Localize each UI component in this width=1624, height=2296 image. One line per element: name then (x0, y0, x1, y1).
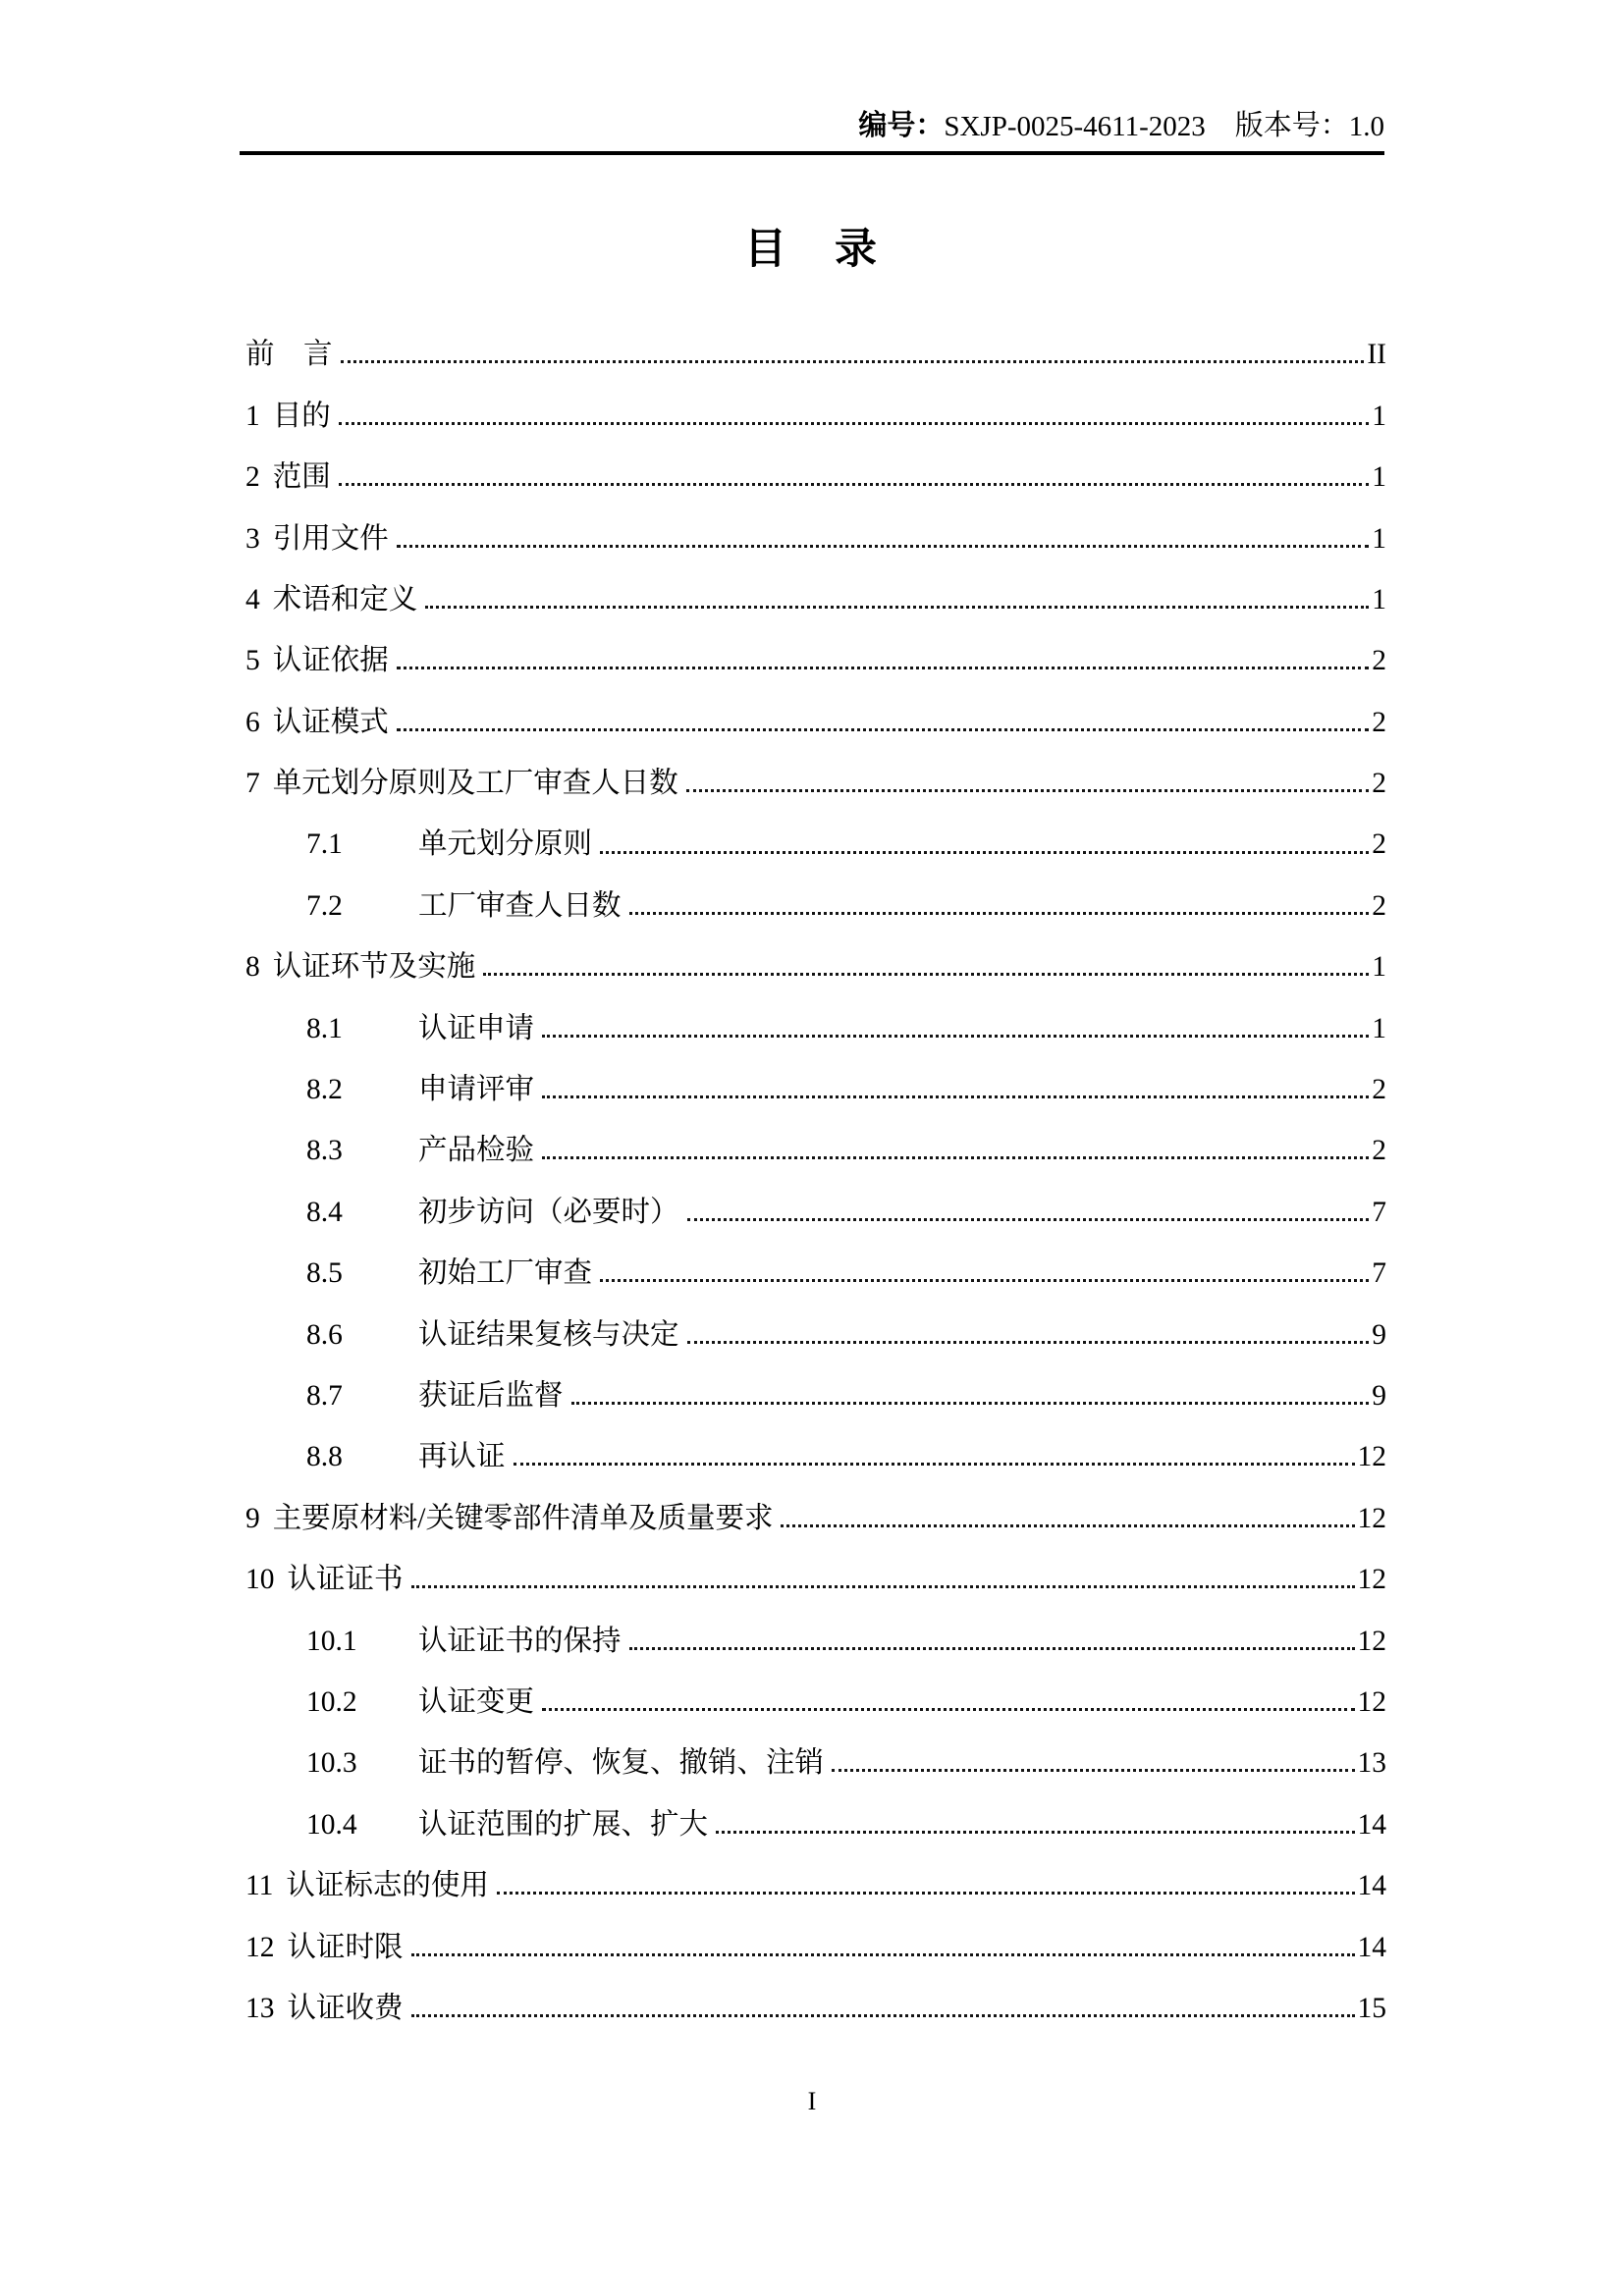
toc-entry-page: 12 (1357, 1564, 1386, 1596)
toc-entry-title: 认证证书 (287, 1564, 404, 1596)
toc-entry-number: 8.6 (306, 1318, 343, 1351)
toc-entry-title: 初始工厂审查 (418, 1257, 593, 1290)
toc-entry[interactable] (245, 1596, 1386, 1657)
toc-entry-number: 10 (245, 1564, 275, 1596)
toc-dot-leader (339, 483, 1369, 486)
toc-dot-leader (542, 1708, 1354, 1711)
toc-entry-title: 初步访问（必要时） (418, 1196, 679, 1228)
toc-entry-number: 10.1 (306, 1625, 357, 1657)
toc-entry-title: 认证变更 (418, 1685, 535, 1718)
toc-entry-title: 证书的暂停、恢复、撤销、注销 (418, 1747, 825, 1780)
toc-entry-number: 8.7 (306, 1380, 343, 1412)
page-title: 目 录 (744, 227, 880, 273)
toc-entry-number: 6 (245, 706, 260, 738)
toc-dot-leader (411, 1953, 1355, 1956)
toc-entry[interactable] (245, 677, 1386, 738)
toc-entry[interactable] (245, 1658, 1386, 1719)
toc-dot-leader (542, 1156, 1369, 1159)
toc-dot-leader (571, 1402, 1370, 1405)
toc-entry[interactable] (245, 371, 1386, 432)
toc-entry-title: 认证环节及实施 (272, 951, 476, 984)
toc-entry-page: 1 (1372, 461, 1386, 494)
toc-entry-page: 1 (1372, 522, 1386, 555)
toc-entry-title: 目的 (272, 400, 331, 432)
toc-entry[interactable] (245, 1535, 1386, 1596)
toc-entry-title: 认证结果复核与决定 (418, 1318, 679, 1351)
toc-entry-title: 获证后监督 (418, 1380, 564, 1412)
toc-entry-page: 1 (1372, 400, 1386, 432)
toc-entry-number: 10.4 (306, 1808, 357, 1841)
toc-entry-page: 2 (1372, 1074, 1386, 1106)
toc-entry-page: 9 (1372, 1380, 1386, 1412)
toc-entry-number: 12 (245, 1931, 275, 1963)
toc-dot-leader (542, 1095, 1369, 1098)
toc-entry-page: 2 (1372, 768, 1386, 800)
toc-dot-leader (514, 1463, 1355, 1466)
toc-entry-number: 11 (245, 1870, 274, 1902)
toc-entry-number: 10.3 (306, 1747, 357, 1780)
toc-entry-title: 认证范围的扩展、扩大 (418, 1808, 709, 1841)
toc-entry-number: 5 (245, 645, 260, 677)
toc-entry-title: 主要原材料/关键零部件清单及质量要求 (272, 1502, 774, 1534)
toc-entry[interactable] (245, 1964, 1386, 2025)
toc-dot-leader (629, 912, 1370, 915)
toc-entry-number: 1 (245, 400, 260, 432)
toc-entry-number: 3 (245, 522, 260, 555)
toc-entry-number: 4 (245, 583, 260, 615)
toc-entry-title: 认证依据 (272, 645, 389, 677)
toc-entry[interactable] (245, 739, 1386, 800)
toc-entry-title: 认证时限 (287, 1931, 404, 1963)
toc-entry-number: 8.1 (306, 1012, 343, 1044)
toc-entry-page: 13 (1357, 1747, 1386, 1780)
toc-entry-page: 2 (1372, 889, 1386, 922)
toc-entry[interactable] (245, 1167, 1386, 1228)
toc-dot-leader (497, 1892, 1355, 1895)
toc-dot-leader (397, 545, 1369, 548)
toc-entry-title: 术语和定义 (272, 583, 418, 615)
toc-entry-page: 15 (1357, 1992, 1386, 2024)
toc-entry[interactable] (245, 494, 1386, 555)
toc-entry[interactable] (245, 616, 1386, 677)
toc-entry-page: 12 (1357, 1502, 1386, 1534)
toc-entry[interactable] (245, 923, 1386, 984)
toc-entry-page: II (1367, 339, 1386, 371)
toc-entry-number: 13 (245, 1992, 275, 2024)
toc-entry[interactable] (245, 1842, 1386, 1902)
page-header (240, 0, 1384, 155)
toc-entry-number: 7 (245, 768, 260, 800)
toc-entry-page: 14 (1357, 1808, 1386, 1841)
version-label: 版本号： (1234, 110, 1349, 141)
toc-dot-leader (687, 1218, 1370, 1221)
toc-dot-leader (411, 2014, 1355, 2017)
toc-entry-page: 1 (1372, 583, 1386, 615)
toc-dot-leader (600, 851, 1369, 854)
toc-entry-number: 9 (245, 1502, 260, 1534)
toc-entry-title: 认证证书的保持 (418, 1625, 622, 1657)
doc-number-value: SXJP-0025-4611-2023 (944, 111, 1206, 142)
toc-dot-leader (687, 1341, 1370, 1344)
toc-dot-leader (425, 606, 1369, 609)
toc-dot-leader (781, 1524, 1354, 1527)
toc-entry-number: 8 (245, 951, 260, 984)
toc-entry-title: 认证收费 (287, 1992, 404, 2024)
toc-entry-title: 工厂审查人日数 (418, 889, 622, 922)
toc-dot-leader (716, 1831, 1354, 1834)
toc-entry-title: 再认证 (418, 1441, 506, 1473)
toc-entry-page: 14 (1357, 1870, 1386, 1902)
toc-entry[interactable] (245, 1290, 1386, 1351)
toc-entry-page: 2 (1372, 645, 1386, 677)
toc-entry-title: 认证标志的使用 (286, 1870, 489, 1902)
toc-entry-page: 12 (1357, 1625, 1386, 1657)
version-value: 1.0 (1348, 111, 1384, 142)
toc-entry[interactable] (245, 1229, 1386, 1290)
toc-entry[interactable] (245, 984, 1386, 1044)
toc-entry[interactable] (245, 1902, 1386, 1963)
toc-entry-page: 7 (1372, 1257, 1386, 1290)
toc-entry-title: 产品检验 (418, 1135, 535, 1167)
toc-entry[interactable] (245, 433, 1386, 494)
toc-entry-page: 2 (1372, 828, 1386, 861)
footer-page-number: I (807, 2087, 817, 2115)
toc-entry-number: 8.8 (306, 1441, 343, 1473)
toc-entry[interactable] (245, 1352, 1386, 1413)
toc-dot-leader (339, 422, 1369, 425)
toc-dot-leader (600, 1279, 1369, 1282)
toc-dot-leader (542, 1035, 1369, 1038)
toc-entry-number: 8.4 (306, 1196, 343, 1228)
toc-entry-number: 2 (245, 461, 260, 494)
toc-entry[interactable] (245, 1106, 1386, 1167)
toc-dot-leader (832, 1769, 1354, 1772)
toc-entry-page: 9 (1372, 1318, 1386, 1351)
toc-entry-title: 范围 (272, 461, 331, 494)
toc-entry[interactable] (245, 800, 1386, 861)
toc-dot-leader (397, 667, 1369, 669)
toc-entry-page: 2 (1372, 1135, 1386, 1167)
toc-entry-title: 前 言 (245, 339, 333, 371)
toc-entry-number: 7.2 (306, 889, 343, 922)
toc-entry-number: 8.3 (306, 1135, 343, 1167)
toc-entry-title: 单元划分原则及工厂审查人日数 (272, 768, 678, 800)
doc-number-label: 编号： (858, 110, 945, 141)
toc-entry-page: 12 (1357, 1441, 1386, 1473)
toc-entry[interactable] (245, 862, 1386, 923)
toc-entry-page: 1 (1372, 951, 1386, 984)
toc-entry[interactable] (245, 310, 1386, 371)
toc-dot-leader (411, 1585, 1355, 1588)
toc-entry-page: 2 (1372, 706, 1386, 738)
toc-entry-title: 认证模式 (272, 706, 389, 738)
toc-entry-number: 8.5 (306, 1257, 343, 1290)
toc-dot-leader (629, 1647, 1355, 1650)
toc-entry-page: 1 (1372, 1012, 1386, 1044)
toc-entry-page: 14 (1357, 1931, 1386, 1963)
toc-entry-page: 12 (1357, 1685, 1386, 1718)
toc-entry[interactable] (245, 1719, 1386, 1780)
toc-dot-leader (341, 360, 1365, 363)
toc-entry[interactable] (245, 1473, 1386, 1534)
toc-entry-title: 引用文件 (272, 522, 389, 555)
toc-entry-number: 8.2 (306, 1074, 343, 1106)
toc-dot-leader (483, 973, 1369, 976)
toc-entry[interactable] (245, 1045, 1386, 1106)
toc-dot-leader (686, 789, 1369, 792)
toc-entry-title: 申请评审 (418, 1074, 535, 1106)
toc-entry[interactable] (245, 1413, 1386, 1473)
toc (245, 310, 1386, 2025)
toc-entry-number: 7.1 (306, 828, 343, 861)
toc-entry-number: 10.2 (306, 1685, 357, 1718)
toc-entry-title: 认证申请 (418, 1012, 535, 1044)
toc-dot-leader (397, 728, 1369, 731)
toc-entry[interactable] (245, 1780, 1386, 1841)
toc-entry-page: 7 (1372, 1196, 1386, 1228)
toc-entry-title: 单元划分原则 (418, 828, 593, 861)
toc-entry[interactable] (245, 556, 1386, 616)
